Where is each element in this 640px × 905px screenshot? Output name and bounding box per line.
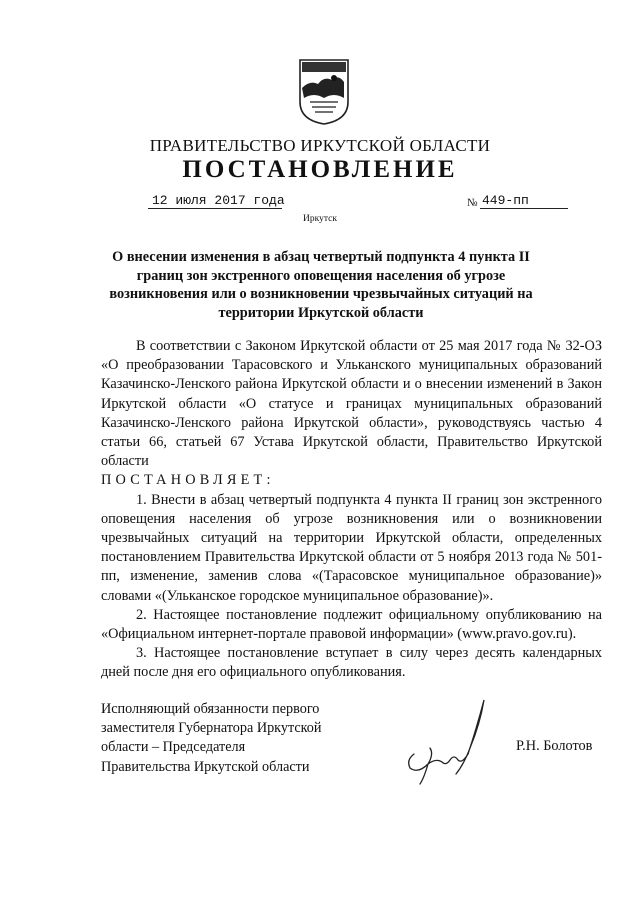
handwritten-signature: [384, 694, 494, 790]
document-date: 12 июля 2017 года: [152, 193, 285, 208]
number-sign: №: [467, 197, 478, 209]
document-number: 449-пп: [482, 193, 529, 208]
item-3-paragraph: 3. Настоящее постановление вступает в силу через десять календарных дней после дня его официального опубликования.: [101, 645, 602, 681]
signer-name: Р.Н. Болотов: [516, 738, 593, 754]
document-body: [101, 337, 602, 683]
signer-line: Правительства Иркутской области: [101, 758, 310, 775]
date-underline: [148, 208, 282, 209]
postanovlyaet-heading: ПОСТАНОВЛЯЕТ:: [101, 472, 275, 489]
signer-line: области – Председателя: [101, 739, 246, 756]
document-title: О внесении изменения в абзац четвертый подпункта 4 пункта II границ зон экстренного оповещения населения об угрозе возникновения или о возникновении чрезвычайных ситуаций на территории Иркутской области: [109, 249, 533, 321]
document-type: ПОСТАНОВЛЕНИЕ: [182, 156, 458, 183]
signer-line: заместителя Губернатора Иркутской: [101, 720, 322, 737]
preamble-paragraph: В соответствии с Законом Иркутской области от 25 мая 2017 года № 32-ОЗ «О преобразовании Тарасовского и Ульканского муниципальных образований Казачинско-Ленского района Иркутской области и о внесении изменений в Закон Иркутской области «О статусе и границах муниципальных образований Казачинско-Ленского района Иркутской области», руководствуясь частью 4 статьи 66, статьей 67 Устава Иркутской области, Правительство Иркутской области: [101, 338, 602, 470]
item-1-paragraph: 1. Внести в абзац четвертый подпункта 4 пункта II границ зон экстренного оповещения населения об угрозе возникновения или о возникновении чрезвычайных ситуаций на территории Иркутской области, определенных постановлением Правительства Иркутской области от 5 ноября 2013 года № 501-пп, изменение, заменив слова «(Тарасовское муниципальное образование)» словами «(Ульканское городское муниципальное образование)».: [101, 491, 602, 604]
coat-of-arms-emblem: [298, 58, 350, 126]
city-name: Иркутск: [303, 214, 337, 224]
signer-position: [101, 700, 321, 777]
number-underline: [480, 208, 568, 209]
item-2-paragraph: 2. Настоящее постановление подлежит официальному опубликованию на «Официальном интернет-портале правовой информации» (www.pravo.gov.ru).: [101, 606, 602, 643]
signer-line: Исполняющий обязанности первого: [101, 701, 320, 717]
authority-name: ПРАВИТЕЛЬСТВО ИРКУТСКОЙ ОБЛАСТИ: [149, 136, 491, 155]
